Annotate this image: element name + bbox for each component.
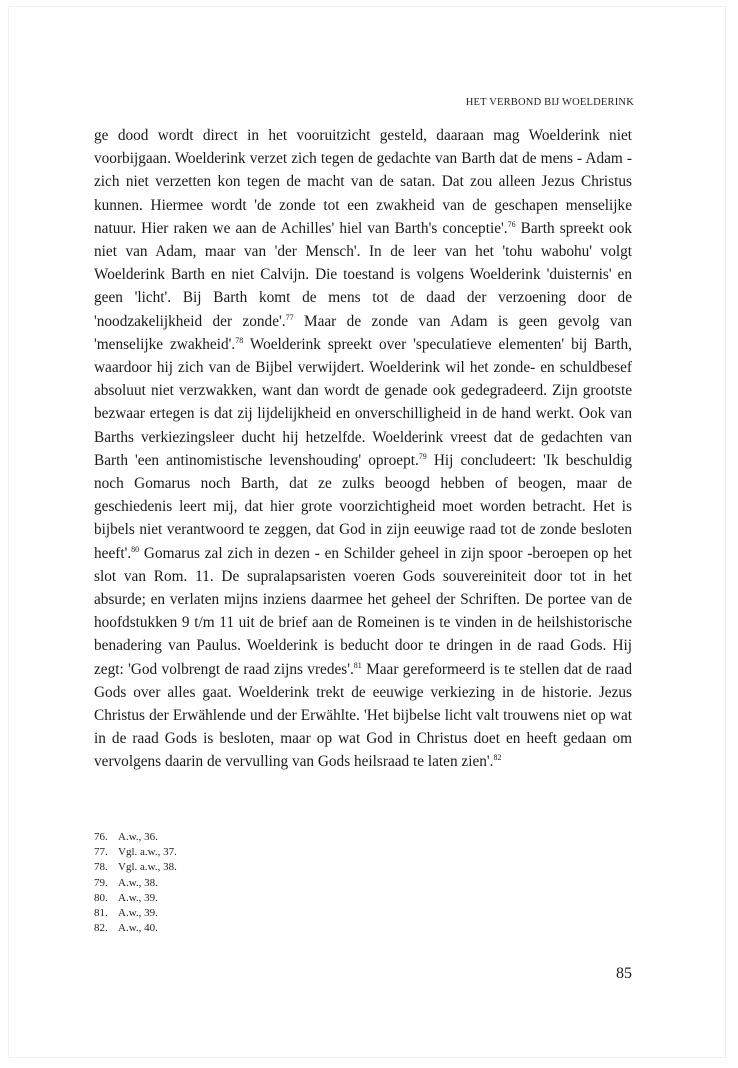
footnote-ref[interactable]: 80 [131,544,140,554]
footnote [94,830,394,845]
footnote-ref[interactable]: 76 [507,219,516,229]
text-segment: Gomarus zal zich in dezen - en Schilder geheel in zijn spoor -beroepen op het slot van Rom. 11. De supralapsaristen voeren Gods souvereiniteit door tot in het absurde; en verlaten mijns inziens daarmee het geheel der Schriften. De portee van de hoofdstukken 9 t/m 11 uit de brief aan de Romeinen is te vinden in de heilshistorische benadering van Paulus. Woelderink is beducht door te dringen in de raad Gods. Hij zegt: 'God volbrengt de raad zijns vredes'. [94,544,632,678]
text-segment: Maar de zonde van Adam is geen gevolg van 'menselijke zwakheid'. [94,312,632,353]
footnote-text: Vgl. a.w., 37. [118,846,177,859]
text-segment: Hij concludeert: 'Ik beschuldig noch Gomarus noch Barth, dat ze zulks beoogd hebben of beogen, maar de geschiedenis leert mij, dat hier grote voorzichtigheid moet worden betracht. Het is bijbels niet verantwoord te zeggen, dat God in zijn eeuwige raad tot de zonde besloten heeft'. [94,451,632,562]
footnote-text: A.w., 40. [118,922,158,935]
footnote-number: 77. [94,846,108,859]
footnote-number: 80. [94,891,108,904]
footnote-text: A.w., 39. [118,891,158,904]
footnote-number: 79. [94,876,108,889]
running-header: HET VERBOND BIJ WOELDERINK [465,97,634,108]
footnote-text: Vgl. a.w., 38. [118,861,177,874]
text-segment: Woelderink spreekt over 'speculatieve elementen' bij Barth, waardoor hij zich van de Bijbel verwijdert. Woelderink wil het zonde- en schuldbesef absoluut niet verzwakken, want dan wordt de genade ook gedegradeerd. Zijn grootste bezwaar ertegen is dat zij lijdelijkheid en onverschilligheid in de hand werkt. Ook van Barths verkiezingsleer ducht hij hetzelfde. Woelderink vreest dat de gedachten van Barth 'een antinomistische levenshouding' oproept. [94,335,632,469]
footnote-number: 76. [94,831,108,843]
footnote [94,906,394,921]
footnote-number: 78. [94,861,108,874]
footnote [94,891,394,906]
page-number: 85 [616,965,632,982]
body-paragraph [94,124,632,774]
footnote-number: 81. [94,907,108,920]
footnote-text: A.w., 39. [118,907,158,920]
footnote [94,921,394,936]
footnote-number: 82. [94,922,108,935]
footnote [94,876,394,891]
footnote-ref[interactable]: 77 [285,312,294,322]
footnote-text: A.w., 36. [118,831,158,843]
footnote-ref[interactable]: 79 [418,451,427,461]
footnote-ref[interactable]: 78 [235,335,244,345]
footnote-ref[interactable]: 82 [493,753,502,763]
footnote-ref[interactable]: 81 [353,660,362,670]
footnote-text: A.w., 38. [118,876,158,889]
text-segment: ge dood wordt direct in het vooruitzicht gesteld, daaraan mag Woelderink niet voorbijgaan. Woelderink verzet zich tegen de gedachte van Barth dat de mens - Adam - zich niet verzetten kon tegen de macht van de satan. Dat zou alleen Jezus Christus kunnen. Hiermee wordt 'de zonde tot een zwakheid van de geschapen menselijke natuur. Hier raken we aan de Achilles' hiel van Barth's conceptie'. [94,127,632,237]
text-segment: Barth spreekt ook niet van Adam, maar van 'der Mensch'. In de leer van het 'tohu wabohu' volgt Woelderink Barth en niet Calvijn. Die toestand is volgens Woelderink 'duisternis' en geen 'licht'. Bij Barth komt de mens tot de daad der verzoening door de 'noodzakelijkheid der zonde'. [94,219,633,330]
footnotes [94,830,394,936]
footnote [94,860,394,875]
text-segment: Maar gereformeerd is te stellen dat de raad Gods over alles gaat. Woelderink trekt de eeuwige verkiezing in de historie. Jezus Christus der Erwählende und der Erwählte. 'Het bijbelse licht valt trouwens niet op wat in de raad Gods is besloten, maar op wat God in Christus doet en heeft gedaan om vervolgens daarin de vervulling van Gods heilsraad te laten zien'. [94,660,632,771]
footnote [94,845,394,860]
